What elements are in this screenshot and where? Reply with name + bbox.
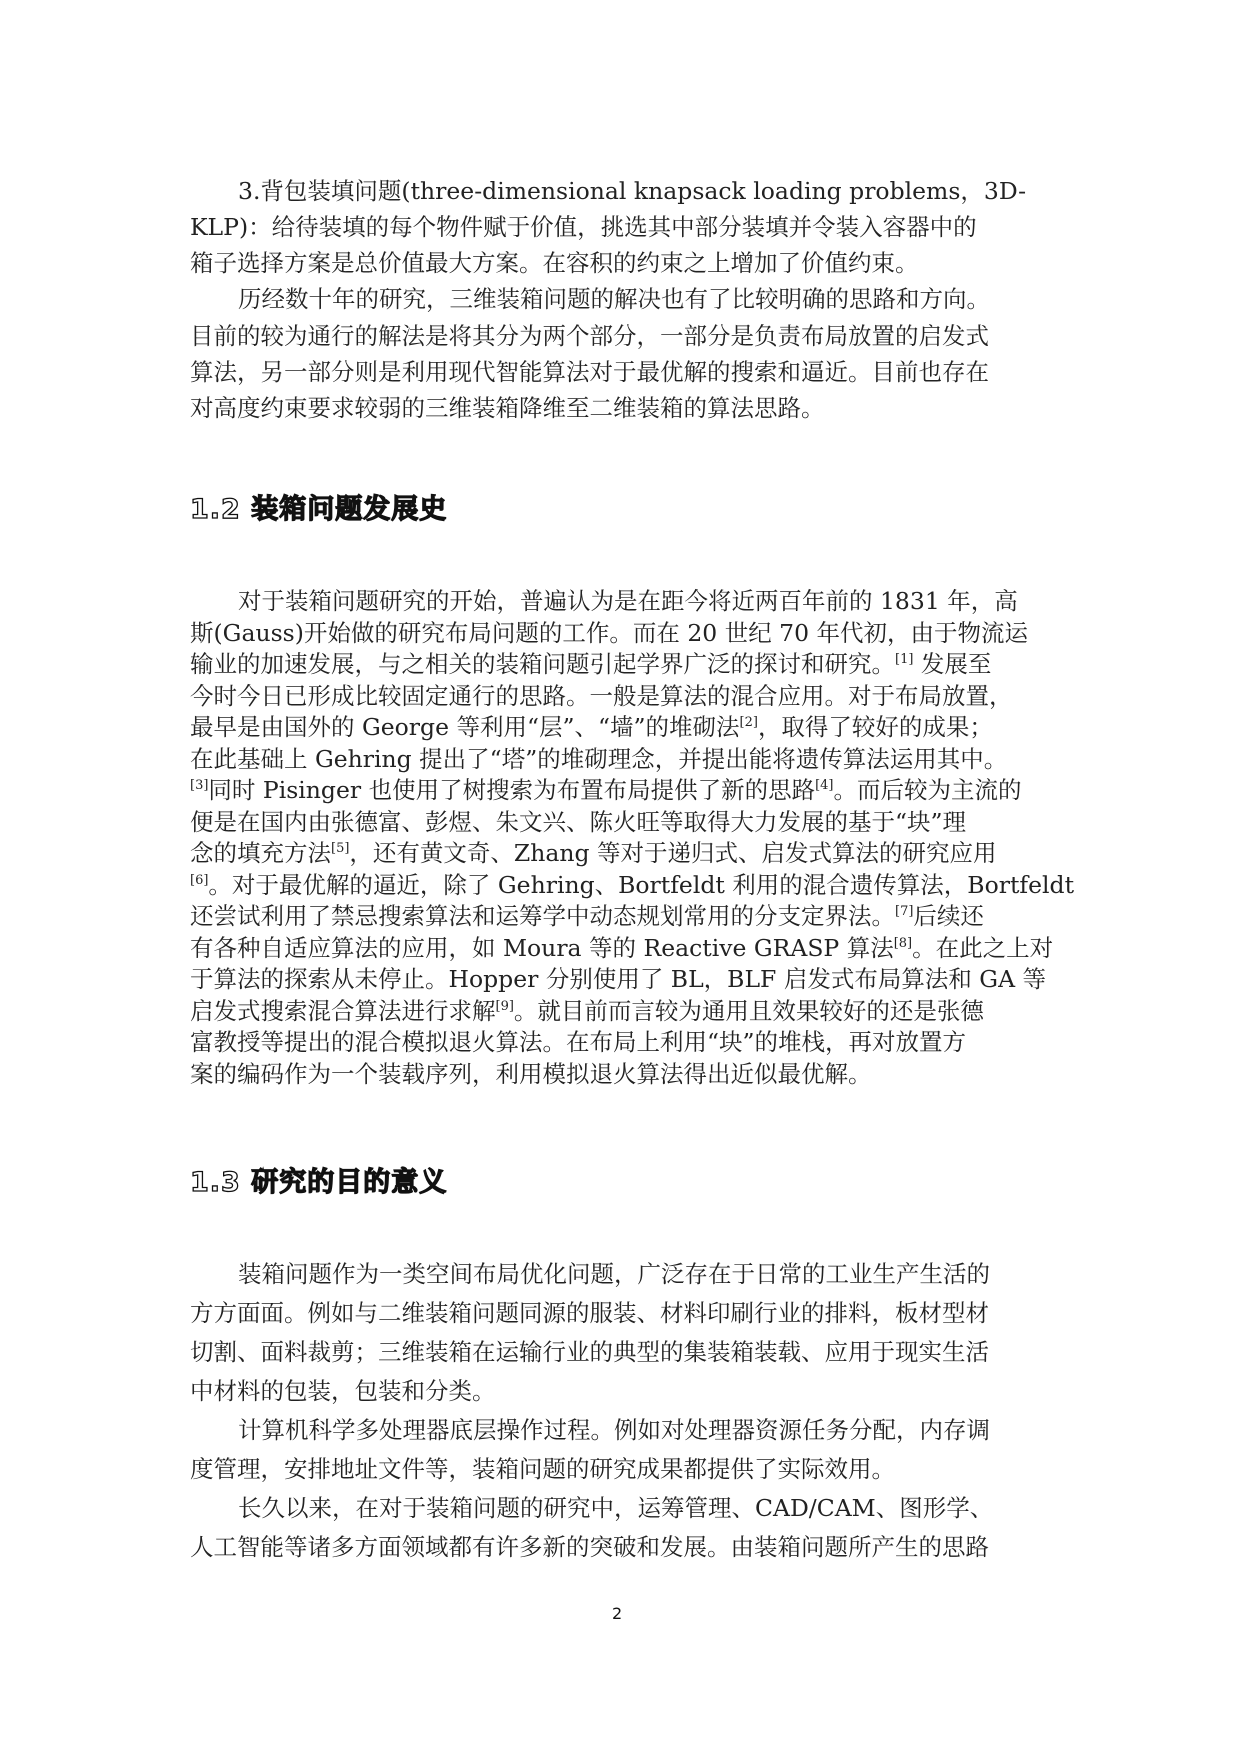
citation[interactable]: [7] bbox=[895, 904, 914, 919]
paragraph-line: 切割、面料裁剪；三维装箱在运输行业的典型的集装箱装载、应用于现实生活 bbox=[190, 1338, 989, 1366]
paragraph-line: 度管理，安排地址文件等，装箱问题的研究成果都提供了实际效用。 bbox=[190, 1455, 895, 1483]
citation[interactable]: [8] bbox=[893, 936, 913, 951]
paragraph-line: 便是在国内由张德富、彭煜、朱文兴、陈火旺等取得大力发展的基于“块”理 bbox=[190, 808, 967, 836]
paragraph-line: 启发式搜索混合算法进行求解[9]。就目前而言较为通用且效果较好的还是张德 bbox=[190, 997, 984, 1025]
paragraph-line: 中材料的包装，包装和分类。 bbox=[190, 1377, 496, 1405]
section-heading-1-3: 1.3 研究的目的意义 bbox=[190, 1167, 448, 1198]
paragraph-line: [3]同时 Pisinger 也使用了树搜索为布置布局提供了新的思路[4]。而后较为主流的 bbox=[190, 776, 1022, 804]
paragraph-line: 箱子选择方案是总价值最大方案。在容积的约束之上增加了价值约束。 bbox=[190, 249, 919, 277]
paragraph-line: 最早是由国外的 George 等利用“层”、“墙”的堆砌法[2]，取得了较好的成果； bbox=[190, 713, 993, 741]
citation[interactable]: [9] bbox=[495, 999, 514, 1014]
paragraph-line: 案的编码作为一个装载序列，利用模拟退火算法得出近似最优解。 bbox=[190, 1060, 872, 1088]
paragraph-line: 历经数十年的研究，三维装箱问题的解决也有了比较明确的思路和方向。 bbox=[238, 285, 990, 313]
paragraph-line: 3.背包装填问题(three-dimensional knapsack loading problems，3D- bbox=[238, 177, 1027, 205]
page-number: 2 bbox=[612, 1604, 623, 1623]
paragraph-line: 输业的加速发展，与之相关的装箱问题引起学界广泛的探讨和研究。[1] 发展至 bbox=[190, 650, 992, 678]
paragraph-line: 装箱问题作为一类空间布局优化问题，广泛存在于日常的工业生产生活的 bbox=[238, 1260, 990, 1288]
paragraph-line: [6]。对于最优解的逼近，除了 Gehring、Bortfeldt 利用的混合遗传算法，Bortfeldt bbox=[190, 871, 1075, 899]
citation[interactable]: [6] bbox=[190, 873, 209, 888]
citation[interactable]: [3] bbox=[190, 778, 209, 793]
paragraph-line: 有各种自适应算法的应用，如 Moura 等的 Reactive GRASP 算法[8]。在此之上对 bbox=[190, 934, 1054, 962]
citation[interactable]: [1] bbox=[895, 652, 914, 667]
citation[interactable]: [2] bbox=[739, 715, 758, 730]
paragraph-line: 计算机科学多处理器底层操作过程。例如对处理器资源任务分配，内存调 bbox=[238, 1416, 990, 1444]
paragraph-line: 于算法的探索从未停止。Hopper 分别使用了 BL，BLF 启发式布局算法和 GA 等 bbox=[190, 965, 1047, 993]
paragraph-line: KLP)：给待装填的每个物件赋于价值，挑选其中部分装填并令装入容器中的 bbox=[190, 213, 977, 241]
paragraph-line: 还尝试利用了禁忌搜索算法和运筹学中动态规划常用的分支定界法。[7]后续还 bbox=[190, 902, 984, 930]
paragraph-line: 在此基础上 Gehring 提出了“塔”的堆砌理念，并提出能将遗传算法运用其中。 bbox=[190, 745, 1008, 773]
citation[interactable]: [4] bbox=[815, 778, 834, 793]
paragraph-line: 对高度约束要求较弱的三维装箱降维至二维装箱的算法思路。 bbox=[190, 394, 825, 422]
section-heading-1-2: 1.2 装箱问题发展史 bbox=[190, 494, 448, 525]
paragraph-line: 目前的较为通行的解法是将其分为两个部分，一部分是负责布局放置的启发式 bbox=[190, 322, 989, 350]
paragraph-line: 人工智能等诸多方面领域都有许多新的突破和发展。由装箱问题所产生的思路 bbox=[190, 1533, 989, 1561]
paragraph-line: 富教授等提出的混合模拟退火算法。在布局上利用“块”的堆栈，再对放置方 bbox=[190, 1028, 967, 1056]
paragraph-line: 斯(Gauss)开始做的研究布局问题的工作。而在 20 世纪 70 年代初，由于物流运 bbox=[190, 619, 1029, 647]
paragraph-line: 方方面面。例如与二维装箱问题同源的服装、材料印刷行业的排料，板材型材 bbox=[190, 1299, 989, 1327]
paragraph-line: 对于装箱问题研究的开始，普遍认为是在距今将近两百年前的 1831 年，高 bbox=[238, 587, 1018, 615]
citation[interactable]: [5] bbox=[331, 841, 350, 856]
paragraph-line: 今时今日已形成比较固定通行的思路。一般是算法的混合应用。对于布局放置， bbox=[190, 682, 1013, 710]
paragraph-line: 念的填充方法[5]，还有黄文奇、Zhang 等对于递归式、启发式算法的研究应用 bbox=[190, 839, 997, 867]
paragraph-line: 长久以来，在对于装箱问题的研究中，运筹管理、CAD/CAM、图形学、 bbox=[238, 1494, 994, 1522]
paragraph-line: 算法，另一部分则是利用现代智能算法对于最优解的搜索和逼近。目前也存在 bbox=[190, 358, 989, 386]
